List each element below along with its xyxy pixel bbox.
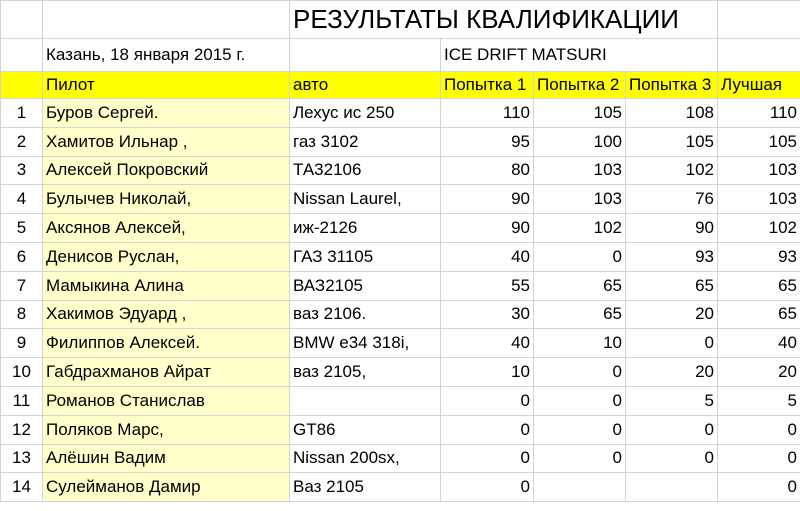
try1-score[interactable]: 90 xyxy=(441,214,534,243)
row-index[interactable]: 14 xyxy=(1,473,43,502)
pilot-name[interactable]: Хакимов Эдуард , xyxy=(43,300,290,329)
car-name[interactable]: иж-2126 xyxy=(290,214,441,243)
car-name[interactable]: ВАЗ2105 xyxy=(290,271,441,300)
best-score[interactable]: 40 xyxy=(718,329,800,358)
try1-score[interactable]: 0 xyxy=(441,415,534,444)
table-row xyxy=(1,358,800,387)
row-index[interactable]: 13 xyxy=(1,444,43,473)
try2-score[interactable]: 0 xyxy=(534,242,626,271)
header-car[interactable]: авто xyxy=(290,72,441,99)
row-index[interactable]: 8 xyxy=(1,300,43,329)
cell-empty[interactable] xyxy=(718,39,800,72)
best-score[interactable]: 105 xyxy=(718,127,800,156)
page-title[interactable]: РЕЗУЛЬТАТЫ КВАЛИФИКАЦИИ xyxy=(290,1,718,39)
table-row xyxy=(1,99,800,128)
try3-score[interactable] xyxy=(626,473,718,502)
best-score[interactable]: 20 xyxy=(718,358,800,387)
table-row xyxy=(1,185,800,214)
row-index[interactable]: 11 xyxy=(1,386,43,415)
table-row xyxy=(1,127,800,156)
best-score[interactable]: 0 xyxy=(718,473,800,502)
best-score[interactable]: 110 xyxy=(718,99,800,128)
best-score[interactable]: 0 xyxy=(718,415,800,444)
try3-score[interactable]: 93 xyxy=(626,242,718,271)
try2-score[interactable]: 65 xyxy=(534,271,626,300)
row-index[interactable]: 3 xyxy=(1,156,43,185)
table-row xyxy=(1,386,800,415)
car-name[interactable]: Лехус ис 250 xyxy=(290,99,441,128)
best-score[interactable]: 102 xyxy=(718,214,800,243)
try2-score[interactable]: 0 xyxy=(534,386,626,415)
car-name[interactable]: Nissan 200sx, xyxy=(290,444,441,473)
header-try1[interactable]: Попытка 1 xyxy=(441,72,534,99)
try2-score[interactable]: 100 xyxy=(534,127,626,156)
table-row xyxy=(1,444,800,473)
header-pilot[interactable]: Пилот xyxy=(43,72,290,99)
try2-score[interactable]: 0 xyxy=(534,415,626,444)
try3-score[interactable]: 5 xyxy=(626,386,718,415)
try1-score[interactable]: 0 xyxy=(441,386,534,415)
try3-score[interactable]: 102 xyxy=(626,156,718,185)
header-best[interactable]: Лучшая xyxy=(718,72,800,99)
try2-score[interactable]: 0 xyxy=(534,358,626,387)
car-name[interactable]: газ 3102 xyxy=(290,127,441,156)
try1-score[interactable]: 30 xyxy=(441,300,534,329)
try3-score[interactable]: 0 xyxy=(626,444,718,473)
try1-score[interactable]: 95 xyxy=(441,127,534,156)
header-index[interactable] xyxy=(1,72,43,99)
best-score[interactable]: 65 xyxy=(718,271,800,300)
try1-score[interactable]: 0 xyxy=(441,444,534,473)
row-index[interactable]: 5 xyxy=(1,214,43,243)
table-row xyxy=(1,156,800,185)
try3-score[interactable]: 0 xyxy=(626,329,718,358)
best-score[interactable]: 5 xyxy=(718,386,800,415)
row-index[interactable]: 4 xyxy=(1,185,43,214)
car-name[interactable]: ТА32106 xyxy=(290,156,441,185)
try1-score[interactable]: 80 xyxy=(441,156,534,185)
row-index[interactable]: 2 xyxy=(1,127,43,156)
try2-score[interactable]: 103 xyxy=(534,185,626,214)
row-index[interactable]: 10 xyxy=(1,358,43,387)
pilot-name[interactable]: Габдрахманов Айрат xyxy=(43,358,290,387)
pilot-name[interactable]: Денисов Руслан, xyxy=(43,242,290,271)
try3-score[interactable]: 108 xyxy=(626,99,718,128)
pilot-name[interactable]: Булычев Николай, xyxy=(43,185,290,214)
row-index[interactable]: 7 xyxy=(1,271,43,300)
table-row xyxy=(1,214,800,243)
best-score[interactable]: 103 xyxy=(718,185,800,214)
cell-empty[interactable] xyxy=(1,1,43,39)
pilot-name[interactable]: Филиппов Алексей. xyxy=(43,329,290,358)
best-score[interactable]: 0 xyxy=(718,444,800,473)
header-row xyxy=(1,72,800,99)
pilot-name[interactable]: Аксянов Алексей, xyxy=(43,214,290,243)
try1-score[interactable]: 10 xyxy=(441,358,534,387)
pilot-name[interactable]: Хамитов Ильнар , xyxy=(43,127,290,156)
car-name[interactable]: BMW e34 318i, xyxy=(290,329,441,358)
row-index[interactable]: 12 xyxy=(1,415,43,444)
event-name[interactable]: ICE DRIFT MATSURI xyxy=(441,39,718,72)
try2-score[interactable]: 0 xyxy=(534,444,626,473)
row-index[interactable]: 1 xyxy=(1,99,43,128)
try3-score[interactable]: 0 xyxy=(626,415,718,444)
try3-score[interactable]: 20 xyxy=(626,300,718,329)
pilot-name[interactable]: Алёшин Вадим xyxy=(43,444,290,473)
header-try2[interactable]: Попытка 2 xyxy=(534,72,626,99)
try2-score[interactable]: 102 xyxy=(534,214,626,243)
table-row xyxy=(1,415,800,444)
try3-score[interactable]: 20 xyxy=(626,358,718,387)
best-score[interactable]: 65 xyxy=(718,300,800,329)
car-name[interactable] xyxy=(290,386,441,415)
pilot-name[interactable]: Романов Станислав xyxy=(43,386,290,415)
try1-score[interactable]: 110 xyxy=(441,99,534,128)
table-row xyxy=(1,271,800,300)
cell-empty[interactable] xyxy=(1,39,43,72)
pilot-name[interactable]: Алексей Покровский xyxy=(43,156,290,185)
try2-score[interactable]: 105 xyxy=(534,99,626,128)
table-row xyxy=(1,300,800,329)
try1-score[interactable]: 55 xyxy=(441,271,534,300)
car-name[interactable]: ГАЗ 31105 xyxy=(290,242,441,271)
try3-score[interactable]: 65 xyxy=(626,271,718,300)
car-name[interactable]: ваз 2105, xyxy=(290,358,441,387)
table-row xyxy=(1,473,800,502)
best-score[interactable]: 93 xyxy=(718,242,800,271)
best-score[interactable]: 103 xyxy=(718,156,800,185)
header-try3[interactable]: Попытка 3 xyxy=(626,72,718,99)
row-index[interactable]: 6 xyxy=(1,242,43,271)
try1-score[interactable]: 40 xyxy=(441,242,534,271)
pilot-name[interactable]: Поляков Марс, xyxy=(43,415,290,444)
pilot-name[interactable]: Сулейманов Дамир xyxy=(43,473,290,502)
try2-score[interactable] xyxy=(534,473,626,502)
row-index[interactable]: 9 xyxy=(1,329,43,358)
place-date[interactable]: Казань, 18 января 2015 г. xyxy=(43,39,290,72)
table-row xyxy=(1,242,800,271)
try3-score[interactable]: 76 xyxy=(626,185,718,214)
pilot-name[interactable]: Буров Сергей. xyxy=(43,99,290,128)
table-row xyxy=(1,329,800,358)
car-name[interactable]: Nissan Laurel, xyxy=(290,185,441,214)
try2-score[interactable]: 65 xyxy=(534,300,626,329)
try3-score[interactable]: 105 xyxy=(626,127,718,156)
cell-empty[interactable] xyxy=(43,1,290,39)
pilot-name[interactable]: Мамыкина Алина xyxy=(43,271,290,300)
try3-score[interactable]: 90 xyxy=(626,214,718,243)
car-name[interactable]: ваз 2106. xyxy=(290,300,441,329)
cell-empty[interactable] xyxy=(290,39,441,72)
car-name[interactable]: GT86 xyxy=(290,415,441,444)
try1-score[interactable]: 40 xyxy=(441,329,534,358)
cell-empty[interactable] xyxy=(718,1,800,39)
try1-score[interactable]: 0 xyxy=(441,473,534,502)
try2-score[interactable]: 10 xyxy=(534,329,626,358)
car-name[interactable]: Ваз 2105 xyxy=(290,473,441,502)
try1-score[interactable]: 90 xyxy=(441,185,534,214)
try2-score[interactable]: 103 xyxy=(534,156,626,185)
